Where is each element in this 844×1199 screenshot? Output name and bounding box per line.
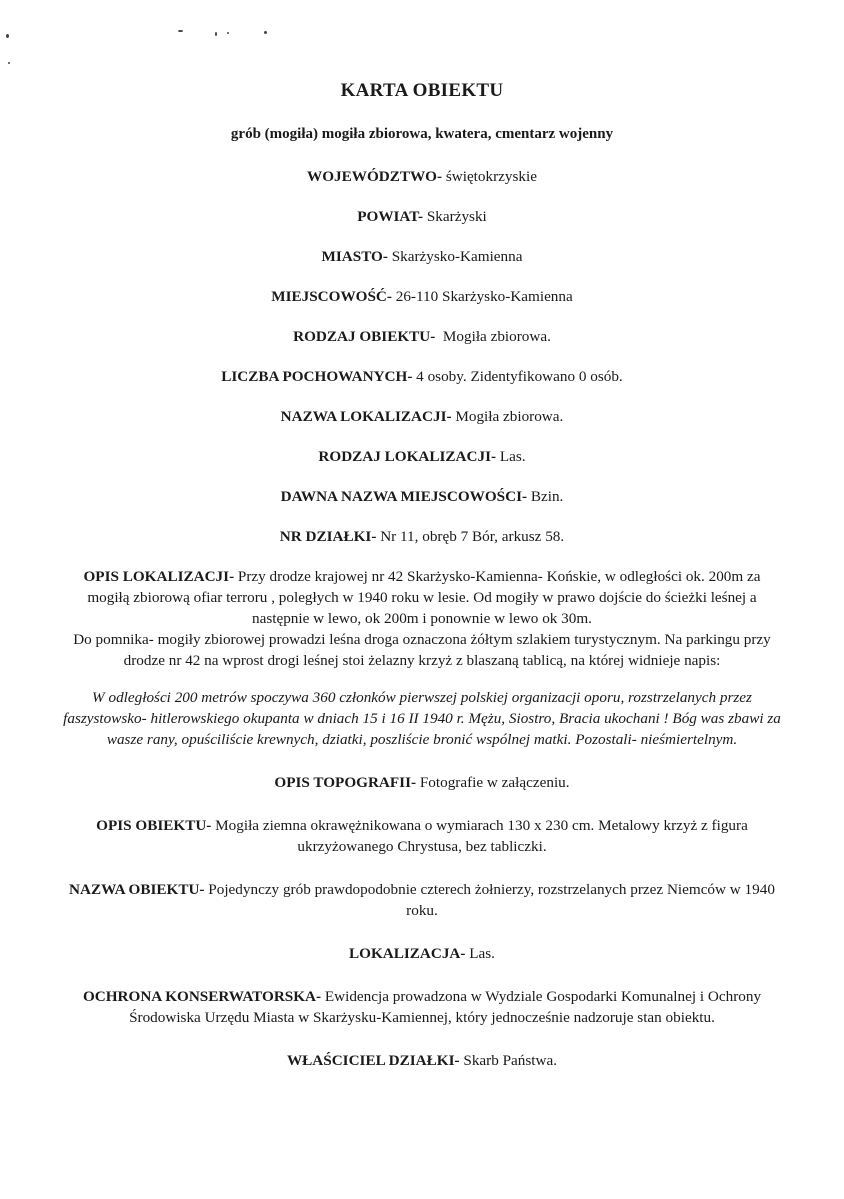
field-label: NR DZIAŁKI- [279, 528, 377, 546]
field-label: MIEJSCOWOŚĆ- [271, 288, 392, 306]
document-subtitle: grób (mogiła) mogiła zbiorowa, kwatera, cmentarz wojenny [230, 125, 614, 142]
field-value-continued: Do pomnika- mogiły zbiorowej prowadzi leśna droga oznaczona żółtym szlakiem turystycznym. Na parkingu przy drodze nr 42 na wprost drogi leśnej stoi żelazny krzyż z blaszaną tablicą, na której widnieje napis: [73, 631, 771, 670]
field-nazwa-obiektu [62, 879, 782, 921]
field-value: Las. [465, 945, 495, 963]
field-label: LOKALIZACJA- [349, 945, 466, 963]
field-wojewodztwo [62, 166, 782, 187]
field-label: LICZBA POCHOWANYCH- [221, 368, 413, 386]
field-value: Mogiła zbiorowa. [451, 408, 564, 426]
field-value: Pojedynczy grób prawdopodobnie czterech żołnierzy, rozstrzelanych przez Niemców w 1940 roku. [204, 881, 775, 920]
field-value: Ewidencja prowadzona w Wydziale Gospodarki Komunalnej i Ochrony Środowiska Urzędu Miasta w Skarżysku-Kamiennej, który jednocześnie nadzoruje stan obiektu. [129, 988, 762, 1027]
field-value: Nr 11, obręb 7 Bór, arkusz 58. [376, 528, 565, 546]
field-miasto [62, 246, 782, 267]
scan-artifact [6, 34, 9, 38]
field-value: Skarb Państwa. [459, 1052, 558, 1070]
field-label: OCHRONA KONSERWATORSKA- [82, 988, 322, 1006]
field-label: OPIS OBIEKTU- [96, 817, 212, 835]
field-value: Skarżysko-Kamienna [387, 248, 523, 266]
field-nr-dzialki [62, 526, 782, 547]
scan-artifact [215, 32, 217, 36]
field-value: Skarżyski [423, 208, 487, 226]
field-label: MIASTO- [321, 248, 388, 266]
field-label: WOJEWÓDZTWO- [307, 168, 443, 186]
field-ochrona-konserwatorska [62, 986, 782, 1028]
field-rodzaj-lokalizacji [62, 446, 782, 467]
field-label: RODZAJ LOKALIZACJI- [318, 448, 497, 466]
field-value: Fotografie w załączeniu. [416, 774, 570, 792]
scan-artifact [178, 30, 183, 32]
field-wlasciciel-dzialki [62, 1050, 782, 1071]
field-rodzaj-obiektu [62, 326, 782, 347]
field-value: Mogiła ziemna okrawężnikowana o wymiarach 130 x 230 cm. Metalowy krzyż z figura ukrzyżowanego Chrystusa, bez tabliczki. [211, 817, 748, 856]
field-value: Bzin. [527, 488, 564, 506]
field-nazwa-lokalizacji [62, 406, 782, 427]
field-label: POWIAT- [357, 208, 424, 226]
field-value: 4 osoby. Zidentyfikowano 0 osób. [412, 368, 623, 386]
field-label: OPIS LOKALIZACJI- [83, 568, 235, 586]
inscription-text: W odległości 200 metrów spoczywa 360 członków pierwszej polskiej organizacji oporu, rozstrzelanych przez faszystowsko- hitlerowskiego okupanta w dniach 15 i 16 II 1940 r. Mężu, Siostro, Bracia ukochani ! Bóg was zbawi za wasze rany, opuściliście krewnych, dziatki, poszliście bronić wspólnej matki. Pozostali- nieśmiertelnym. [63, 689, 781, 749]
field-label: DAWNA NAZWA MIEJSCOWOŚCI- [280, 488, 528, 506]
field-value: 26-110 Skarżysko-Kamienna [391, 288, 573, 306]
field-value: świętokrzyskie [442, 168, 537, 186]
field-opis-topografii [62, 772, 782, 793]
field-value: Mogiła zbiorowa. [435, 328, 551, 346]
field-label: NAZWA OBIEKTU- [69, 881, 205, 899]
field-label: OPIS TOPOGRAFII- [274, 774, 417, 792]
scan-artifact [227, 32, 229, 34]
scan-artifact [8, 62, 10, 64]
field-label: RODZAJ OBIEKTU- [293, 328, 436, 346]
field-value: Przy drodze krajowej nr 42 Skarżysko-Kamienna- Końskie, w odległości ok. 200m za mogiłą zbiorową ofiar terroru , poległych w 1940 roku w lesie. Od mogiły w prawo dojście do ścieżki leśnej a następnie w lewo, ok 200m i ponownie w lewo ok 30m. [87, 568, 761, 628]
document-page [62, 80, 782, 1093]
field-value: Las. [496, 448, 526, 466]
field-opis-lokalizacji [62, 566, 782, 671]
field-lokalizacja [62, 943, 782, 964]
field-liczba-pochowanych [62, 366, 782, 387]
field-miejscowosc [62, 286, 782, 307]
field-label: WŁAŚCICIEL DZIAŁKI- [286, 1052, 460, 1070]
field-dawna-nazwa [62, 486, 782, 507]
document-title: KARTA OBIEKTU [340, 80, 504, 101]
scan-artifact [264, 31, 267, 34]
field-powiat [62, 206, 782, 227]
field-opis-obiektu [62, 815, 782, 857]
field-label: NAZWA LOKALIZACJI- [280, 408, 452, 426]
